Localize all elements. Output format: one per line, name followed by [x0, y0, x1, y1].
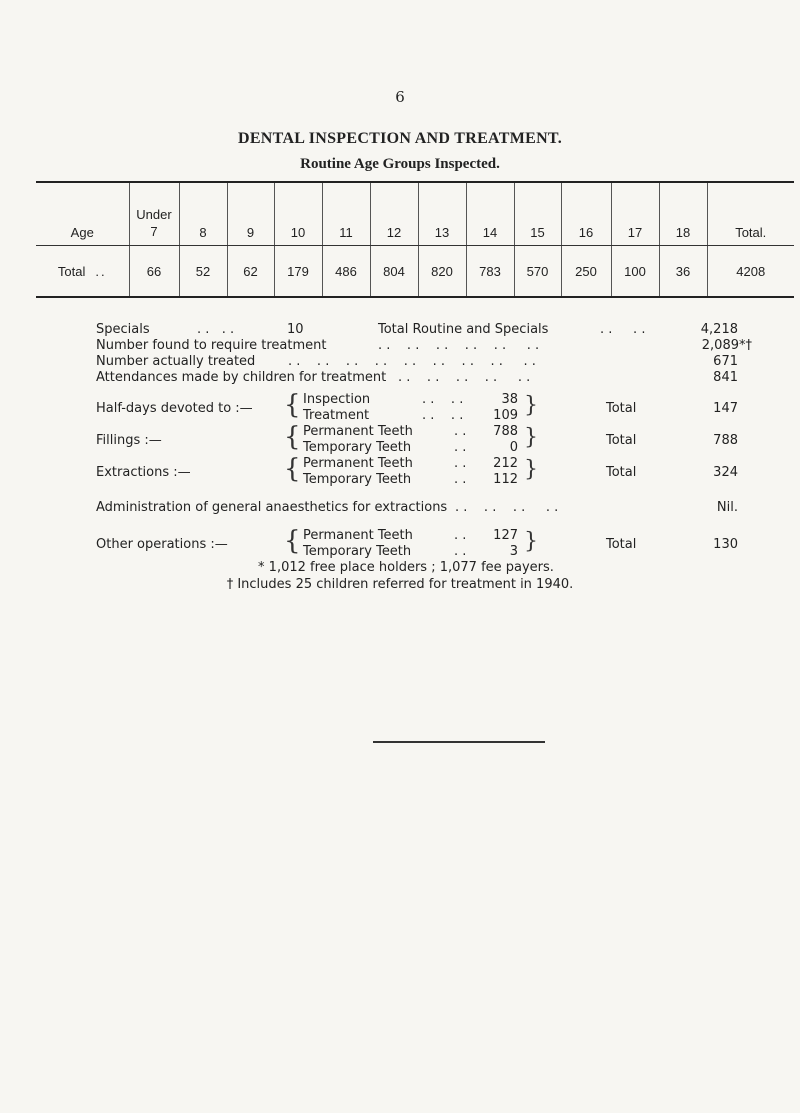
table-cell: 783 [466, 246, 514, 298]
other-total-label: Total [606, 537, 637, 552]
header-cell: Under 7 [129, 182, 179, 246]
treatment-value: 109 [493, 408, 518, 423]
treated-label: Number actually treated [96, 354, 256, 369]
require-label: Number found to require treatment [96, 338, 327, 353]
other-temporary-value: 3 [509, 544, 518, 559]
other-operations-label: Other operations :— [96, 537, 228, 552]
left-brace-icon: { [284, 526, 301, 556]
row-label: Total .. [36, 246, 129, 298]
extractions-temporary-value: 112 [493, 472, 518, 487]
header-cell: Age [36, 182, 129, 246]
footnote-dagger: † Includes 25 children referred for treatment in 1940. [226, 577, 574, 592]
header-cell: Total. [707, 182, 794, 246]
other-permanent-label: Permanent Teeth [303, 528, 413, 543]
fillings-temporary-label: Temporary Teeth [303, 440, 412, 455]
treatment-label: Treatment [303, 408, 370, 423]
right-brace-icon: } [524, 529, 538, 554]
other-temporary-label: Temporary Teeth [303, 544, 412, 559]
table-cell: 804 [370, 246, 418, 298]
other-total: 130 [713, 537, 738, 552]
header-cell: 11 [322, 182, 370, 246]
extractions-total-label: Total [606, 465, 637, 480]
fillings-total-label: Total [606, 433, 637, 448]
table-cell: 66 [129, 246, 179, 298]
table-cell: 62 [227, 246, 274, 298]
extractions-label: Extractions :— [96, 465, 191, 480]
header-cell: 17 [611, 182, 659, 246]
header-cell: 10 [274, 182, 322, 246]
right-brace-icon: } [524, 457, 538, 482]
header-cell: 15 [514, 182, 561, 246]
table-cell: 570 [514, 246, 561, 298]
specials-label: Specials [96, 322, 150, 337]
footnote-star: * 1,012 free place holders ; 1,077 fee payers. [258, 560, 554, 575]
other-permanent-value: 127 [493, 528, 518, 543]
treated-value: 671 [713, 354, 738, 369]
attendances-label: Attendances made by children for treatment [96, 370, 387, 385]
total-routine-value: 4,218 [700, 322, 738, 337]
header-cell: 12 [370, 182, 418, 246]
divider-line [373, 741, 545, 743]
extractions-permanent-value: 212 [493, 456, 518, 471]
fillings-temporary-value: 0 [509, 440, 518, 455]
half-days-label: Half-days devoted to :— [96, 401, 253, 416]
fillings-permanent-label: Permanent Teeth [303, 424, 413, 439]
header-cell: 18 [659, 182, 707, 246]
right-brace-icon: } [524, 393, 538, 418]
table-cell: 820 [418, 246, 466, 298]
anaesthetics-label: Administration of general anaesthetics for extractions [96, 500, 448, 515]
page-number: 6 [395, 88, 405, 106]
total-routine-label: Total Routine and Specials [378, 322, 549, 337]
right-brace-icon: } [524, 425, 538, 450]
inspection-value: 38 [501, 392, 518, 407]
table-cell: 179 [274, 246, 322, 298]
half-days-total-label: Total [606, 401, 637, 416]
extractions-temporary-label: Temporary Teeth [303, 472, 412, 487]
extractions-total: 324 [713, 465, 738, 480]
left-brace-icon: { [284, 454, 301, 484]
left-brace-icon: { [284, 390, 301, 420]
table-row [36, 246, 794, 298]
inspection-label: Inspection [303, 392, 371, 407]
header-cell: 9 [227, 182, 274, 246]
table-cell: 250 [561, 246, 611, 298]
table-cell: 52 [179, 246, 227, 298]
table-cell: 4208 [707, 246, 794, 298]
fillings-label: Fillings :— [96, 433, 162, 448]
header-cell: 13 [418, 182, 466, 246]
header-cell: 8 [179, 182, 227, 246]
header-cell: 14 [466, 182, 514, 246]
page-title: DENTAL INSPECTION AND TREATMENT. [237, 130, 563, 147]
left-brace-icon: { [284, 422, 301, 452]
half-days-total: 147 [713, 401, 738, 416]
extractions-permanent-label: Permanent Teeth [303, 456, 413, 471]
specials-value: 10 [287, 322, 304, 337]
anaesthetics-value: Nil. [716, 500, 738, 515]
table-header-row [36, 182, 794, 246]
require-value: 2,089*† [701, 338, 752, 353]
page-subtitle: Routine Age Groups Inspected. [300, 156, 500, 172]
fillings-permanent-value: 788 [493, 424, 518, 439]
attendances-value: 841 [713, 370, 738, 385]
header-cell: 16 [561, 182, 611, 246]
table-cell: 486 [322, 246, 370, 298]
table-cell: 36 [659, 246, 707, 298]
table-cell: 100 [611, 246, 659, 298]
fillings-total: 788 [713, 433, 738, 448]
age-groups-table [36, 181, 794, 298]
